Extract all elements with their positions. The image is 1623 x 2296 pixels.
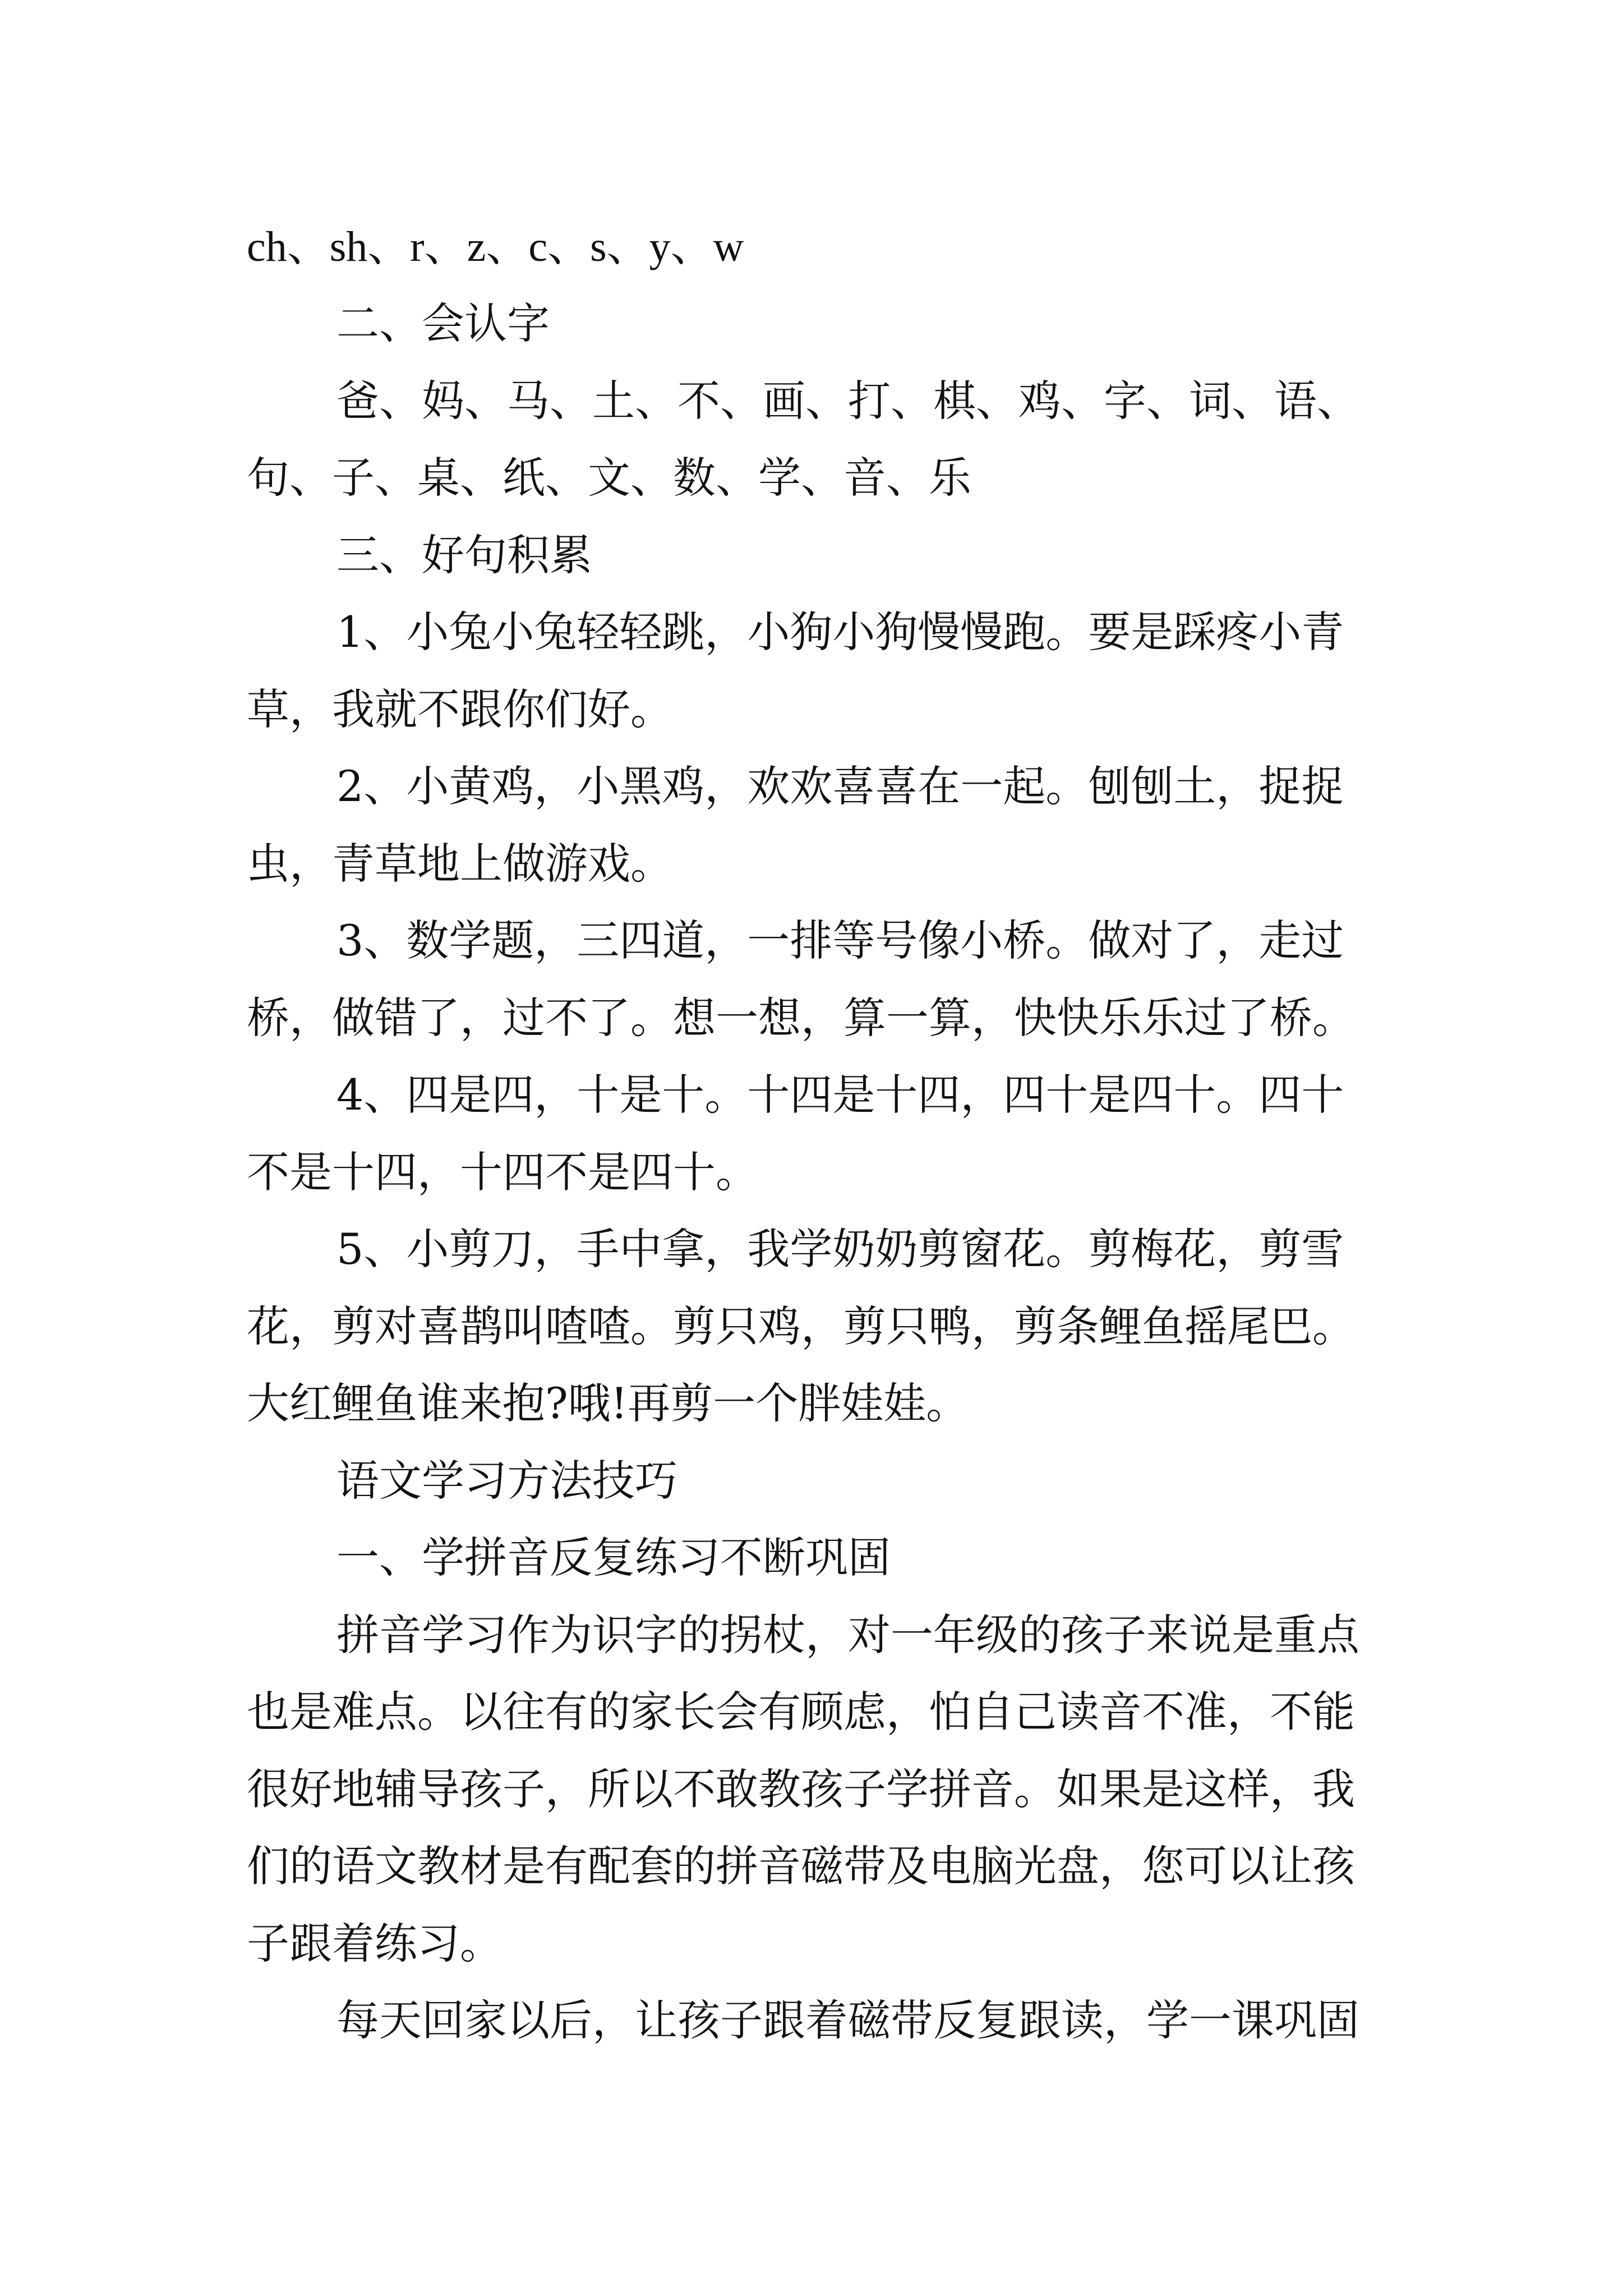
paragraph-line: 很好地辅导孩子，所以不敢教孩子学拼音。如果是这样，我 xyxy=(247,1764,1355,1814)
paragraph-line: 草，我就不跟你们好。 xyxy=(247,684,673,734)
paragraph-line: 5、小剪刀，手中拿，我学奶奶剪窗花。剪梅花，剪雪 xyxy=(336,1224,1344,1274)
section-heading-good-sentences: 三、好句积累 xyxy=(336,530,592,580)
paragraph-line: 桥，做错了，过不了。想一想，算一算，快快乐乐过了桥。 xyxy=(247,993,1355,1043)
section-heading-pinyin-practice: 一、学拼音反复练习不断巩固 xyxy=(336,1533,891,1582)
section-heading-study-methods: 语文学习方法技巧 xyxy=(336,1456,677,1506)
paragraph-line: 虫，青草地上做游戏。 xyxy=(247,839,673,889)
paragraph-line: 花，剪对喜鹊叫喳喳。剪只鸡，剪只鸭，剪条鲤鱼摇尾巴。 xyxy=(247,1301,1355,1351)
paragraph-line: 爸、妈、马、土、不、画、打、棋、鸡、字、词、语、 xyxy=(336,376,1359,426)
paragraph-line: 不是十四，十四不是四十。 xyxy=(247,1147,758,1197)
paragraph-line: 拼音学习作为识字的拐杖，对一年级的孩子来说是重点 xyxy=(336,1610,1359,1660)
paragraph-line: 大红鲤鱼谁来抱?哦!再剪一个胖娃娃。 xyxy=(247,1378,969,1428)
paragraph-line: 3、数学题，三四道，一排等号像小桥。做对了，走过 xyxy=(336,915,1344,965)
paragraph-line: 每天回家以后，让孩子跟着磁带反复跟读，学一课巩固 xyxy=(336,1995,1359,2045)
paragraph-line: 2、小黄鸡，小黑鸡，欢欢喜喜在一起。刨刨土，捉捉 xyxy=(336,761,1344,811)
paragraph-line: 也是难点。以往有的家长会有顾虑，怕自己读音不准，不能 xyxy=(247,1687,1355,1737)
paragraph-line: 子跟着练习。 xyxy=(247,1918,502,1968)
paragraph-line: 1、小兔小兔轻轻跳，小狗小狗慢慢跑。要是踩疼小青 xyxy=(336,607,1344,657)
section-heading-recognize-characters: 二、会认字 xyxy=(336,298,550,348)
paragraph-line: 4、四是四，十是十。十四是十四，四十是四十。四十 xyxy=(336,1070,1344,1120)
paragraph-line: 句、子、桌、纸、文、数、学、音、乐 xyxy=(247,453,971,503)
pinyin-initials-line: ch、sh、r、z、c、s、y、w xyxy=(247,223,744,270)
paragraph-line: 们的语文教材是有配套的拼音磁带及电脑光盘，您可以让孩 xyxy=(247,1841,1355,1891)
